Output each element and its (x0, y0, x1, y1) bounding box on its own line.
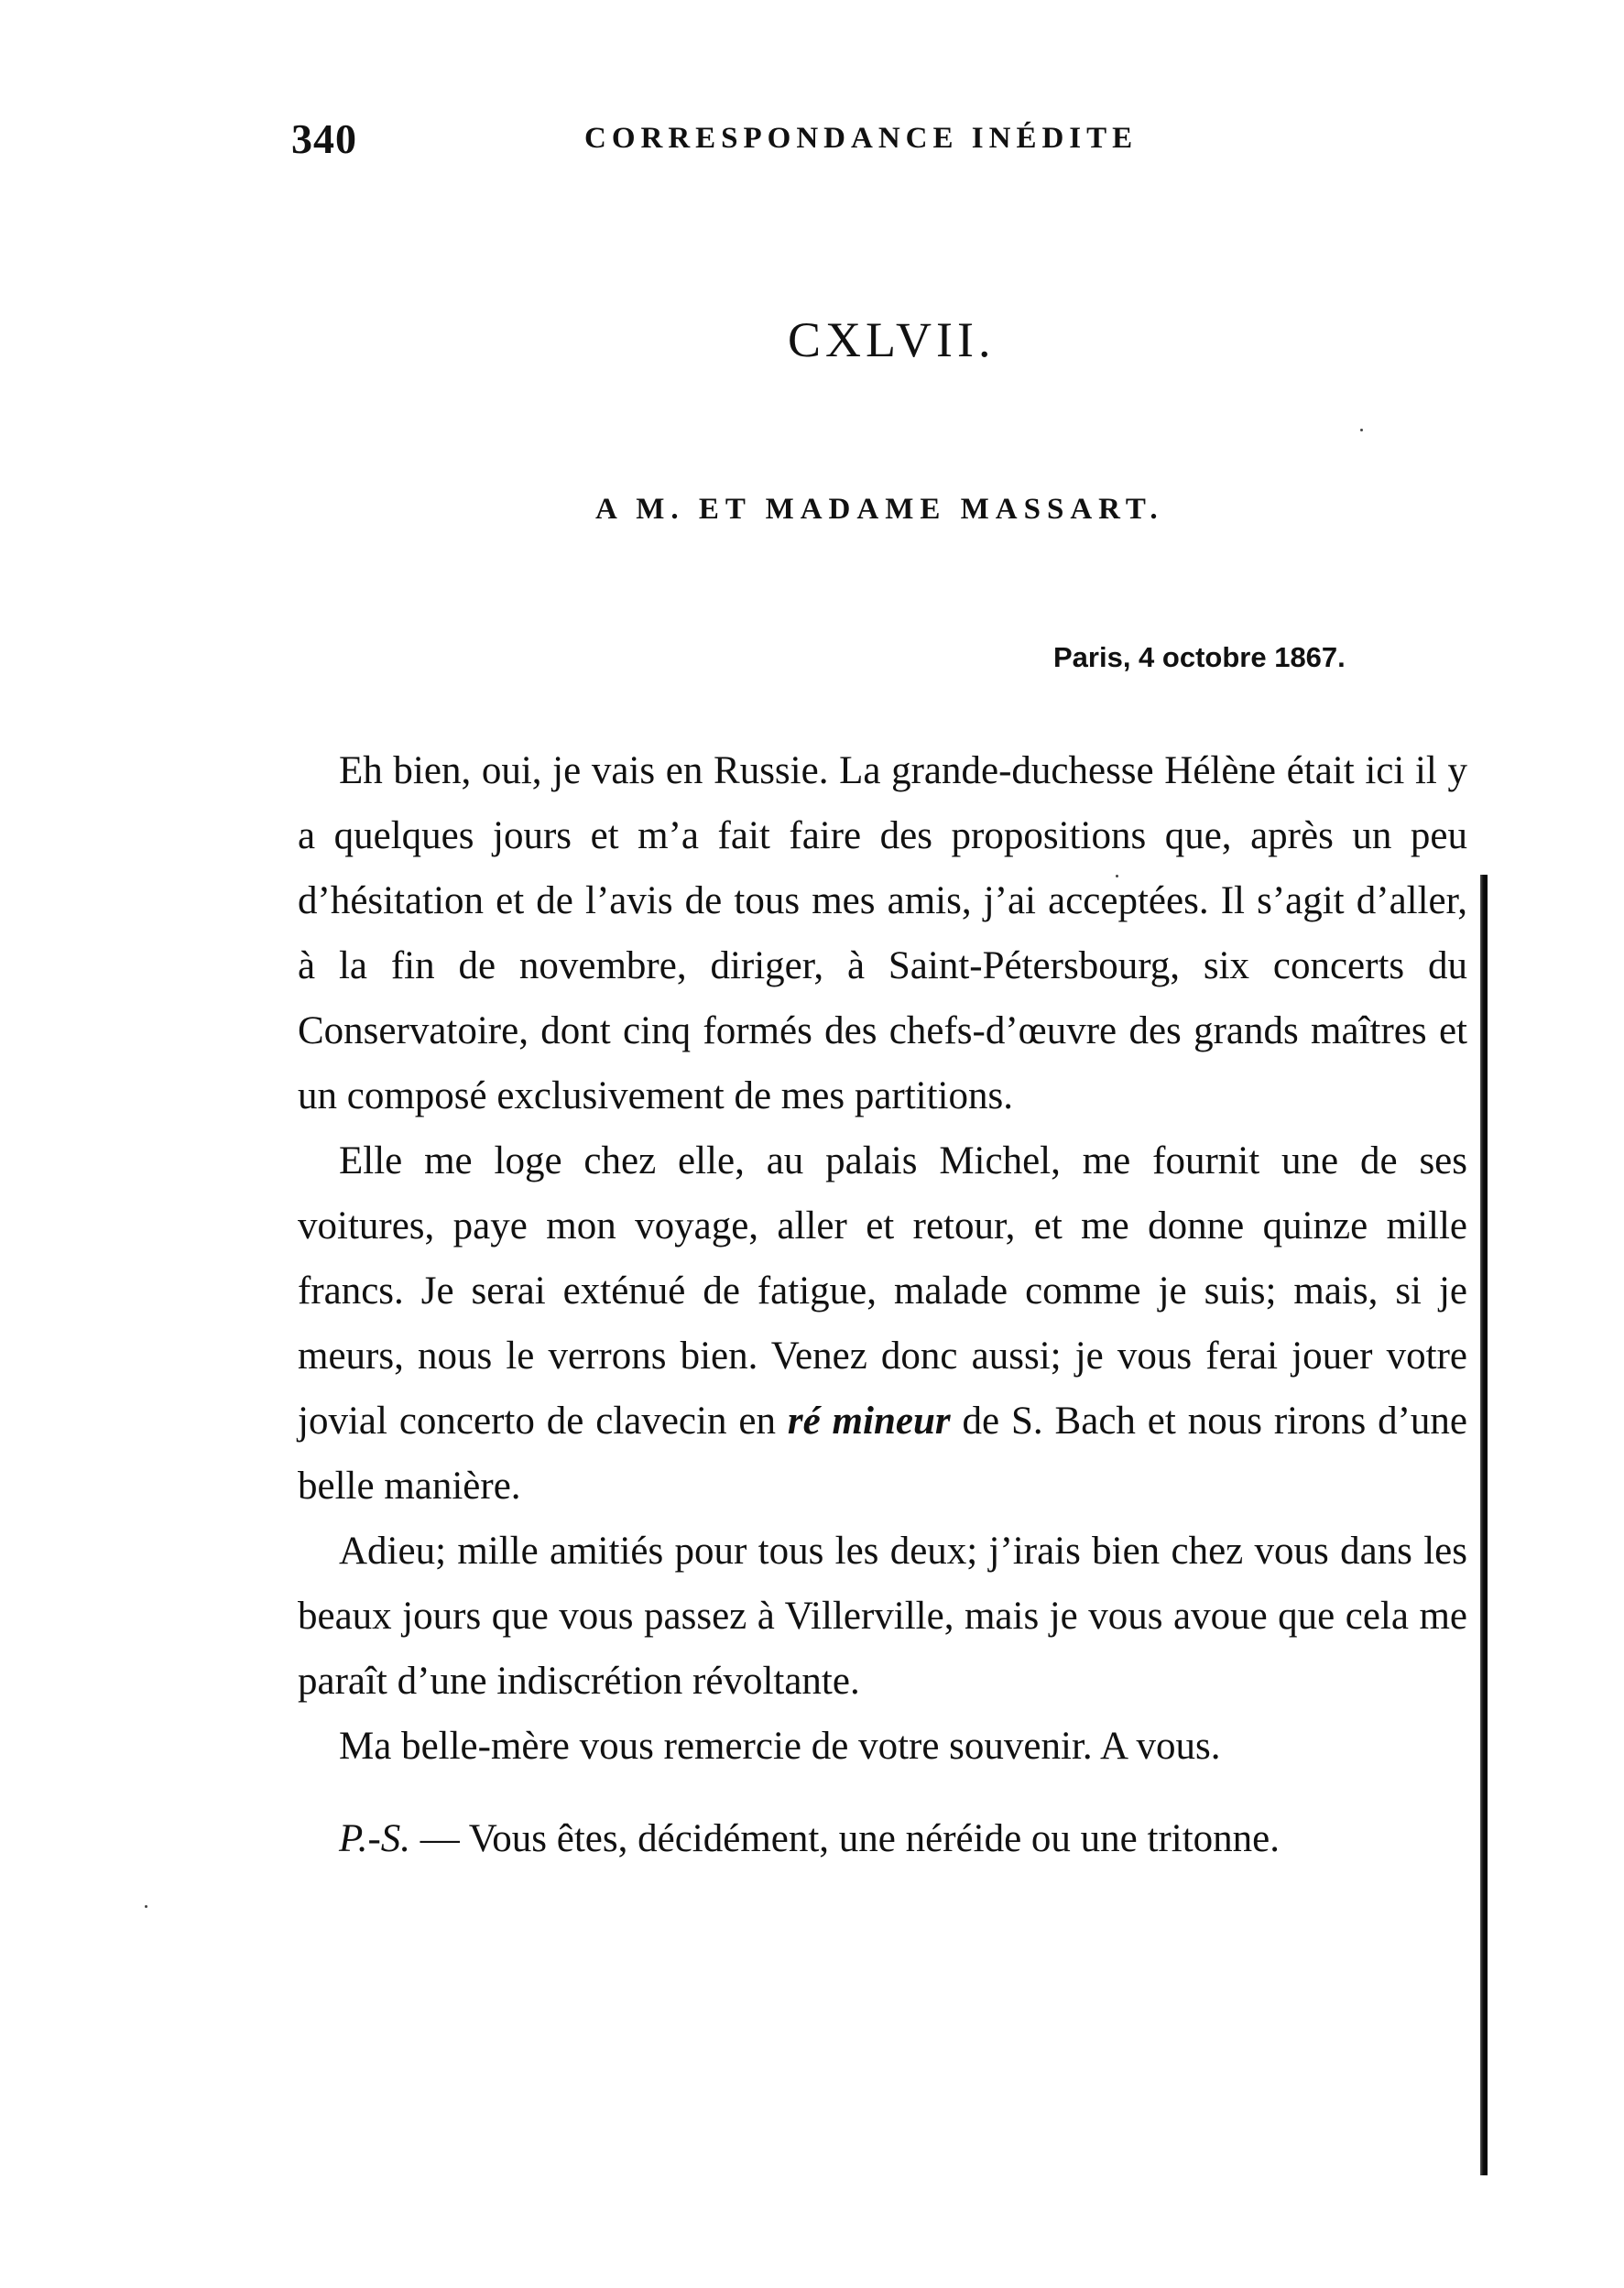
letter-addressee: A M. ET MADAME MASSART. (595, 493, 1164, 526)
letter-number: CXLVII. (788, 312, 996, 367)
paragraph-3: Adieu; mille amitiés pour tous les deux; j’irais bien chez vous dans les beaux jours que vous passez à Villerville, mais je vous avoue que cela me paraît d’une indiscrétion révoltante. (298, 1530, 1467, 1703)
page-edge-shadow (1480, 875, 1488, 2175)
paragraph-1: Eh bien, oui, je vais en Russie. La grande-duchesse Hélène était ici il y a quelques jours et m’a fait faire des propositions que, après un peu d’hésitation et de l’avis de tous mes amis, j’ai acceptées. Il s’agit d’aller, à la fin de novembre, diriger, à Saint-Pétersbourg, six concerts du Conservatoire, dont cinq formés des chefs-d’œuvre des grands maîtres et un composé exclusivement de mes partitions. (298, 749, 1467, 1117)
letter-dateline: Paris, 4 octobre 1867. (1053, 641, 1346, 673)
print-speck (1360, 429, 1363, 431)
letter-body (298, 738, 1467, 1871)
paragraph-2-text-start: Elle me loge chez elle, au palais Michel, me fournit une de ses voitures, paye mon voyage, aller et retour, et me donne quinze mille francs. Je serai exténué de fatigue, malade comme je suis; mais, si je meurs, nous le verrons bien. Venez donc aussi; je vous ferai jouer votre jovial concerto de clavecin en (298, 1139, 1467, 1443)
italic-musical-key: ré mineur (787, 1400, 951, 1443)
print-speck (1116, 875, 1118, 877)
postscript-text: — Vous êtes, décidément, une néréide ou une tritonne. (410, 1817, 1280, 1860)
page-number: 340 (291, 115, 357, 162)
postscript-label: P.-S. (339, 1817, 411, 1860)
paragraph-2-text-end: de S. Bach et nous rirons d’une belle manière. (298, 1400, 1467, 1508)
paragraph-2 (298, 1128, 1467, 1519)
running-title: CORRESPONDANCE INÉDITE (584, 122, 1139, 155)
postscript (298, 1806, 1467, 1871)
paragraph-4: Ma belle-mère vous remercie de votre souvenir. A vous. (339, 1725, 1221, 1768)
print-speck (145, 1905, 147, 1908)
page-header (291, 114, 1482, 169)
